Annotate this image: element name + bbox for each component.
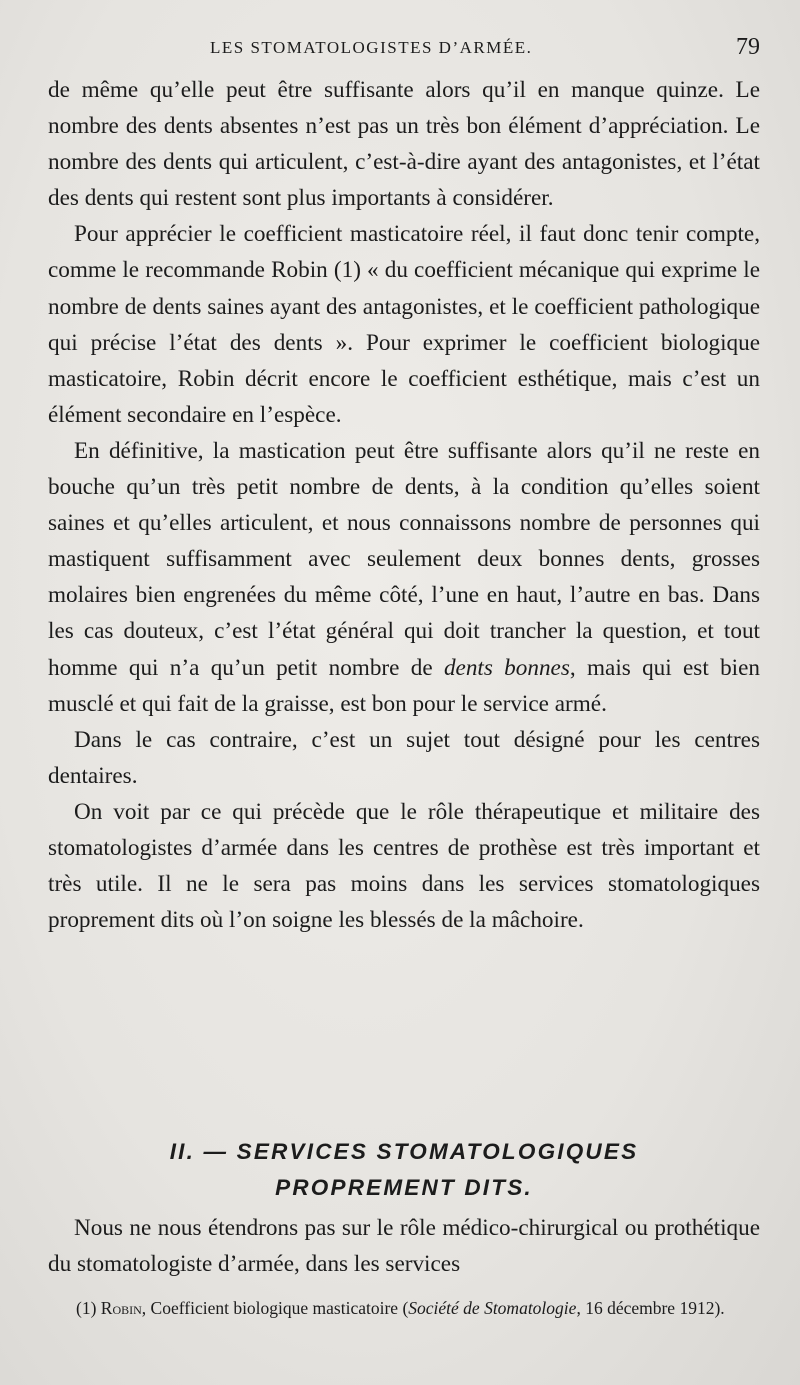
paragraph-6: Nous ne nous étendrons pas sur le rôle médico-chirurgical ou prothétique du stomatologiste d’armée, dans les services xyxy=(48,1215,760,1278)
closing-text xyxy=(48,1210,760,1282)
paragraph-3-text-a: En définitive, la mastication peut être suffisante alors qu’il ne reste en bouche qu’un très petit nombre de dents, à la condition qu’elles soient saines et qu’elles articulent, et nous connaissons nombre de personnes qui mastiquent suffisamment avec seulement deux bonnes dents, grosses molaires bien engrenées du même côté, l’une en haut, l’autre en bas. Dans les cas douteux, c’est l’état général qui doit trancher la question, et tout homme qui n’a qu’un petit nombre de xyxy=(48,437,760,681)
footnote-marker: (1) xyxy=(76,1298,97,1318)
paragraph-5: On voit par ce qui précède que le rôle thérapeutique et militaire des stomatologistes d’armée dans les centres de prothèse est très important et très utile. Il ne le sera pas moins dans les services stomatologiques proprement dits où l’on soigne les blessés de la mâchoire. xyxy=(48,798,760,934)
paragraph-1: de même qu’elle peut être suffisante alors qu’il en manque quinze. Le nombre des dents absentes n’est pas un très bon élément d’appréciation. Le nombre des dents qui articulent, c’est-à-dire ayant des antagonistes, et l’état des dents qui restent sont plus importants à considérer. xyxy=(48,77,760,212)
paragraph-3 xyxy=(48,433,760,722)
footnote xyxy=(50,1296,760,1320)
paragraph-4: Dans le cas contraire, c’est un sujet tout désigné pour les centres dentaires. xyxy=(48,726,760,789)
footnote-source: Société de Stomatologie xyxy=(408,1298,577,1318)
footnote-date: , 16 décembre 1912). xyxy=(576,1298,725,1318)
footnote-author: Robin xyxy=(100,1298,142,1318)
running-head: LES STOMATOLOGISTES D’ARMÉE. xyxy=(210,38,533,57)
footnote-title: , Coefficient biologique masticatoire ( xyxy=(141,1298,409,1318)
paragraph-3-emphasis: dents bonnes xyxy=(443,654,570,681)
page-header xyxy=(50,34,760,64)
paragraph-2: Pour apprécier le coefficient masticatoire réel, il faut donc tenir compte, comme le recommande Robin (1) « du coefficient mécanique qui exprime le nombre de dents saines ayant des antagonistes, et le coefficient pathologique qui précise l’état des dents ». Pour exprimer le coefficient biologique masticatoire, Robin décrit encore le coefficient esthétique, mais c’est un élément secondaire en l’espèce. xyxy=(48,221,760,428)
body-text xyxy=(48,72,760,938)
paragraph-3-text-b: , mais qui est bien musclé et qui fait de la graisse, est bon pour le service armé. xyxy=(48,654,760,717)
page-number: 79 xyxy=(736,34,760,60)
section-heading xyxy=(48,1134,760,1206)
section-heading-line-1: II. — SERVICES STOMATOLOGIQUES xyxy=(169,1139,639,1164)
section-heading-line-2: PROPREMENT DITS. xyxy=(275,1175,533,1200)
footnote-text xyxy=(50,1296,760,1320)
